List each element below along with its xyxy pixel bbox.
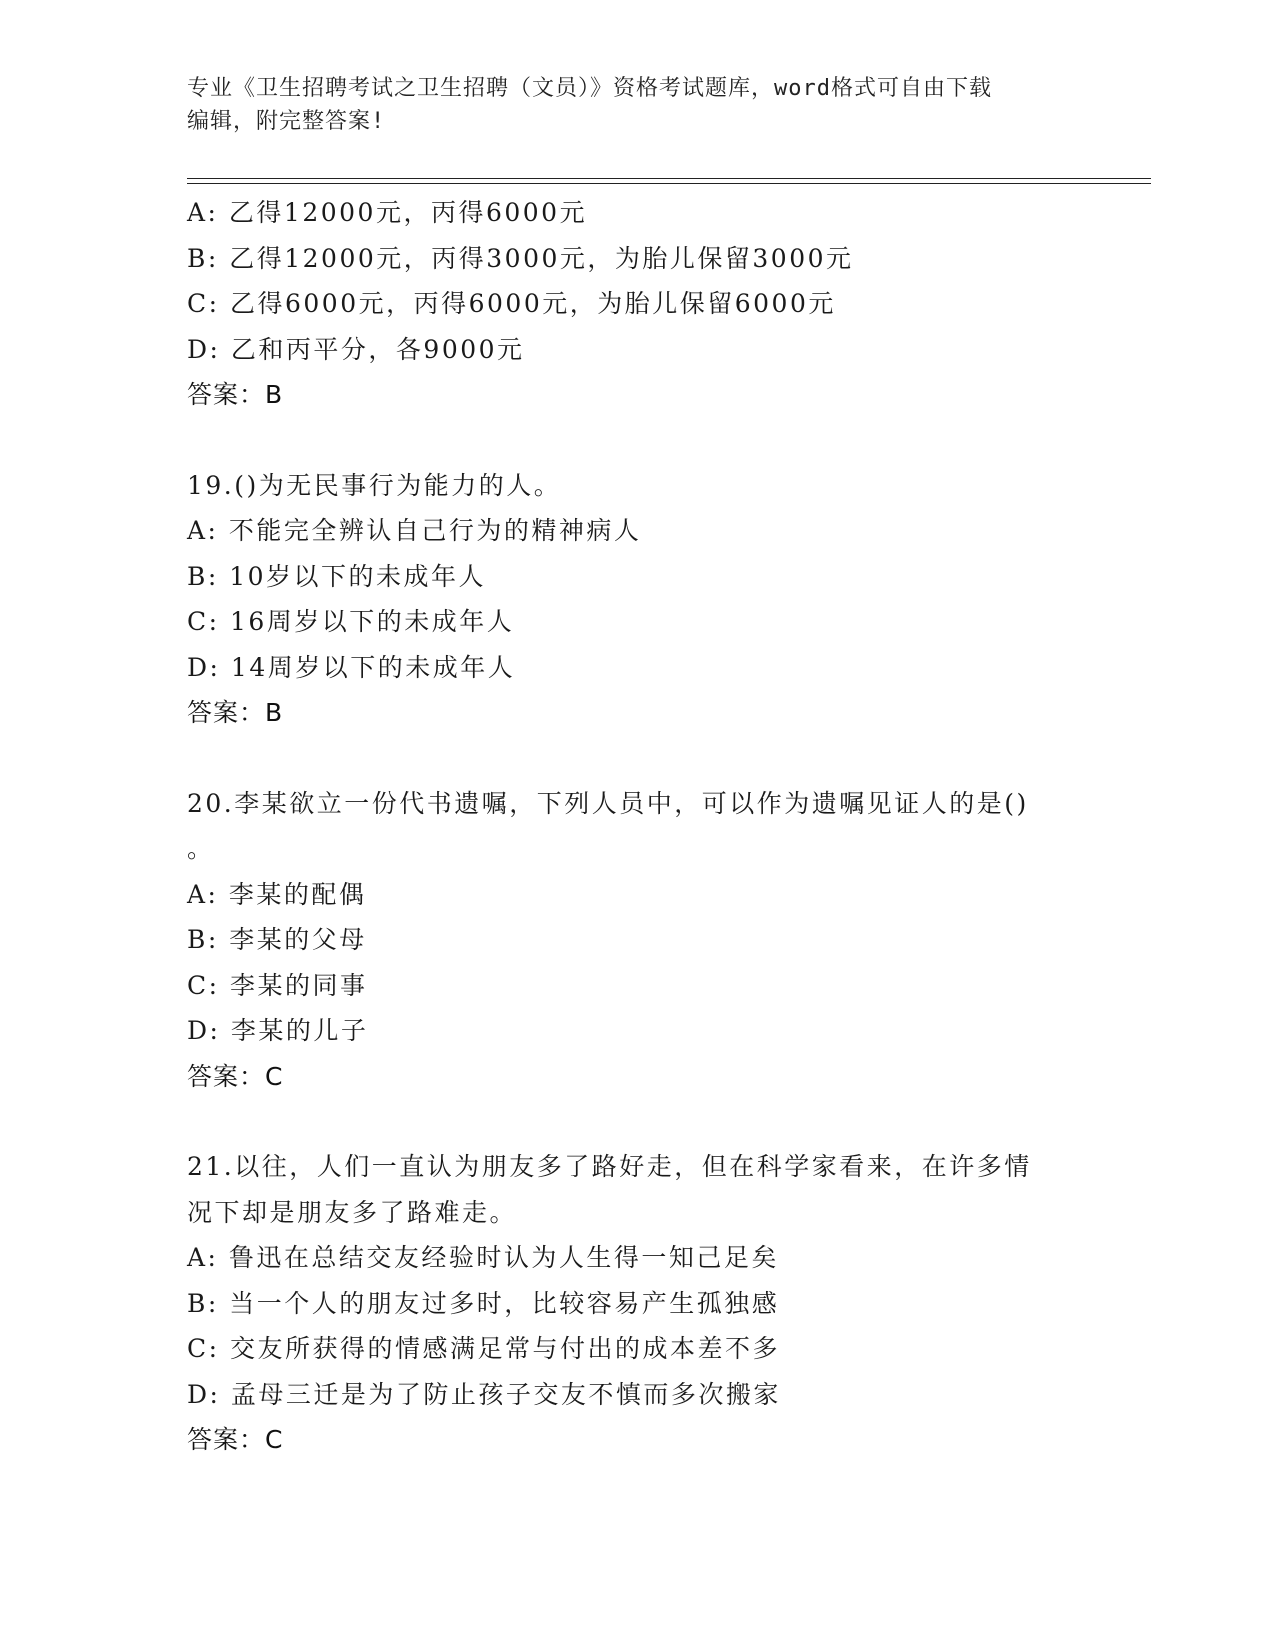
option-d: D: 乙和丙平分，各9000元 (187, 334, 525, 364)
answer-line: 答案：B (187, 698, 284, 727)
question-stem-continuation: 况下却是朋友多了路难走。 (187, 1197, 518, 1227)
spacer (187, 418, 1087, 463)
question-20 (187, 781, 1087, 1100)
option-a: A: 李某的配偶 (187, 879, 367, 909)
question-stem: 21.以往，人们一直认为朋友多了路好走，但在科学家看来，在许多情 (187, 1152, 1032, 1181)
option-c: C: 李某的同事 (187, 970, 368, 1000)
option-a: A: 鲁迅在总结交友经验时认为人生得一知己足矣 (187, 1243, 779, 1272)
spacer (187, 736, 1087, 781)
answer-line: 答案：C (187, 1425, 284, 1454)
option-d: D: 14周岁以下的未成年人 (187, 652, 516, 682)
answer-line: 答案：C (187, 1061, 284, 1091)
question-18 (187, 190, 1087, 418)
question-stem: 19.()为无民事行为能力的人。 (187, 470, 562, 500)
question-list (187, 190, 1087, 1463)
option-a: A: 不能完全辨认自己行为的精神病人 (187, 516, 642, 545)
spacer (187, 1099, 1087, 1144)
question-stem: 20.李某欲立一份代书遗嘱，下列人员中，可以作为遗嘱见证人的是() (187, 788, 1029, 818)
document-header (187, 72, 1067, 138)
option-c: C: 乙得6000元，丙得6000元，为胎儿保留6000元 (187, 289, 836, 318)
option-c: C: 交友所获得的情感满足常与付出的成本差不多 (187, 1334, 780, 1363)
answer-line: 答案：B (187, 380, 284, 409)
question-21 (187, 1144, 1087, 1463)
header-divider (187, 178, 1151, 184)
question-stem-continuation: 。 (187, 834, 215, 863)
option-b: B: 李某的父母 (187, 925, 367, 954)
option-d: D: 李某的儿子 (187, 1016, 369, 1045)
question-19 (187, 463, 1087, 736)
option-a: A: 乙得12000元，丙得6000元 (187, 198, 588, 227)
header-title-line-2: 编辑，附完整答案! (187, 109, 386, 134)
option-b: B: 乙得12000元，丙得3000元，为胎儿保留3000元 (187, 243, 854, 273)
option-c: C: 16周岁以下的未成年人 (187, 607, 515, 636)
option-d: D: 孟母三迁是为了防止孩子交友不慎而多次搬家 (187, 1379, 781, 1409)
option-b: B: 当一个人的朋友过多时，比较容易产生孤独感 (187, 1288, 780, 1318)
header-title-line-1: 专业《卫生招聘考试之卫生招聘（文员）》资格考试题库，word格式可自由下载 (187, 76, 992, 101)
option-b: B: 10岁以下的未成年人 (187, 561, 487, 591)
